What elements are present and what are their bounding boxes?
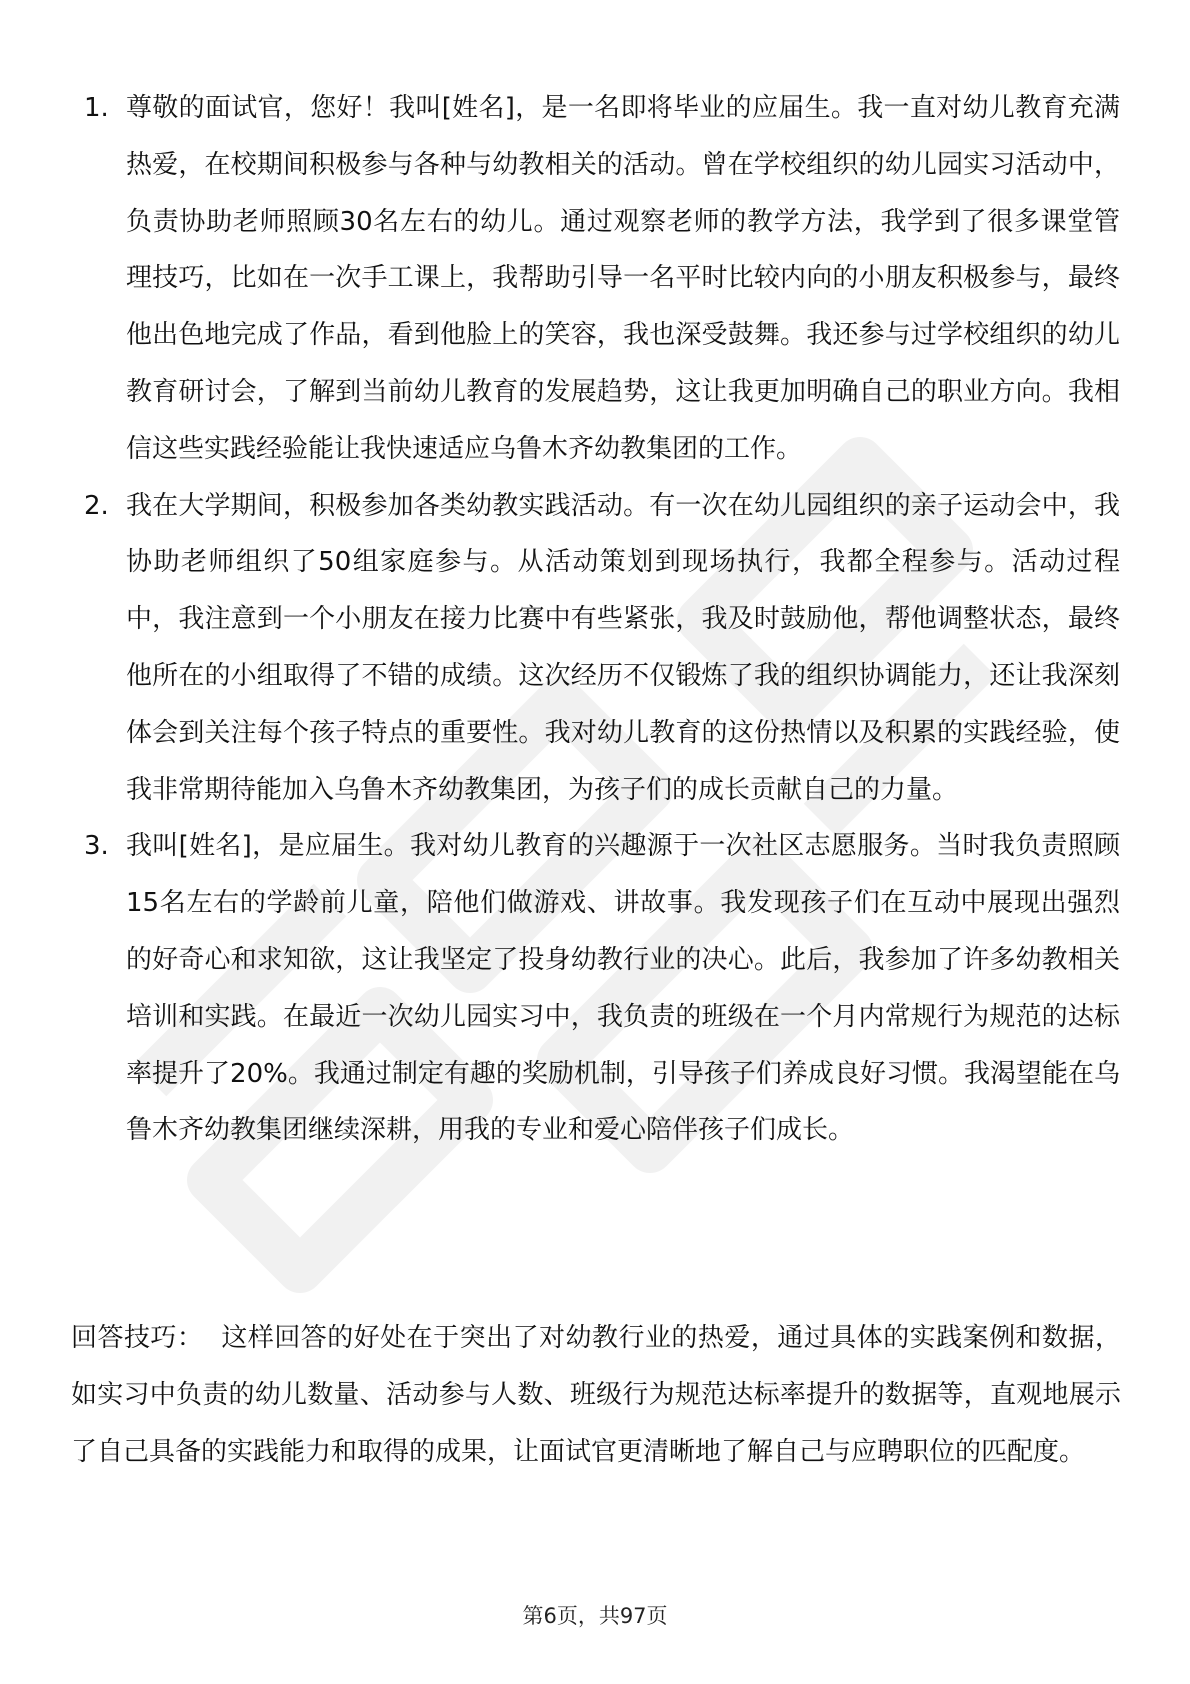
answer-list [84,80,1120,1159]
answer-text: 我叫[姓名]，是应届生。我对幼儿教育的兴趣源于一次社区志愿服务。当时我负责照顾15名左右的学龄前儿童，陪他们做游戏、讲故事。我发现孩子们在互动中展现出强烈的好奇心和求知欲，这让我坚定了投身幼教行业的决心。此后，我参加了许多幼教相关培训和实践。在最近一次幼儿园实习中，我负责的班级在一个月内常规行为规范的达标率提升了20%。我通过制定有趣的奖励机制，引导孩子们养成良好习惯。我渴望能在乌鲁木齐幼教集团继续深耕，用我的专业和爱心陪伴孩子们成长。 [126,831,1120,1146]
answer-text: 我在大学期间，积极参加各类幼教实践活动。有一次在幼儿园组织的亲子运动会中，我协助老师组织了50组家庭参与。从活动策划到现场执行，我都全程参与。活动过程中，我注意到一个小朋友在接力比赛中有些紧张，我及时鼓励他，帮他调整状态，最终他所在的小组取得了不错的成绩。这次经历不仅锻炼了我的组织协调能力，还让我深刻体会到关注每个孩子特点的重要性。我对幼儿教育的这份热情以及积累的实践经验，使我非常期待能加入乌鲁木齐幼教集团，为孩子们的成长贡献自己的力量。 [126,490,1120,805]
page-footer: 第6页，共97页 [522,1604,668,1628]
answer-tips [71,1310,1121,1480]
answer-item-2 [84,478,1120,819]
tips-label: 回答技巧： [71,1323,204,1353]
answer-item-3 [84,818,1120,1159]
list-number: 1. [84,93,109,123]
list-number: 3. [84,831,109,862]
tips-text: 这样回答的好处在于突出了对幼教行业的热爱，通过具体的实践案例和数据，如实习中负责的幼儿数量、活动参与人数、班级行为规范达标率提升的数据等，直观地展示了自己具备的实践能力和取得的成果，让面试官更清晰地了解自己与应聘职位的匹配度。 [71,1323,1121,1467]
answer-text: 尊敬的面试官，您好！我叫[姓名]，是一名即将毕业的应届生。我一直对幼儿教育充满热爱，在校期间积极参与各种与幼教相关的活动。曾在学校组织的幼儿园实习活动中，负责协助老师照顾30名左右的幼儿。通过观察老师的教学方法，我学到了很多课堂管理技巧，比如在一次手工课上，我帮助引导一名平时比较内向的小朋友积极参与，最终他出色地完成了作品，看到他脸上的笑容，我也深受鼓舞。我还参与过学校组织的幼儿教育研讨会，了解到当前幼儿教育的发展趋势，这让我更加明确自己的职业方向。我相信这些实践经验能让我快速适应乌鲁木齐幼教集团的工作。 [126,93,1120,464]
answer-item-1 [84,80,1120,478]
list-number: 2. [84,490,109,521]
